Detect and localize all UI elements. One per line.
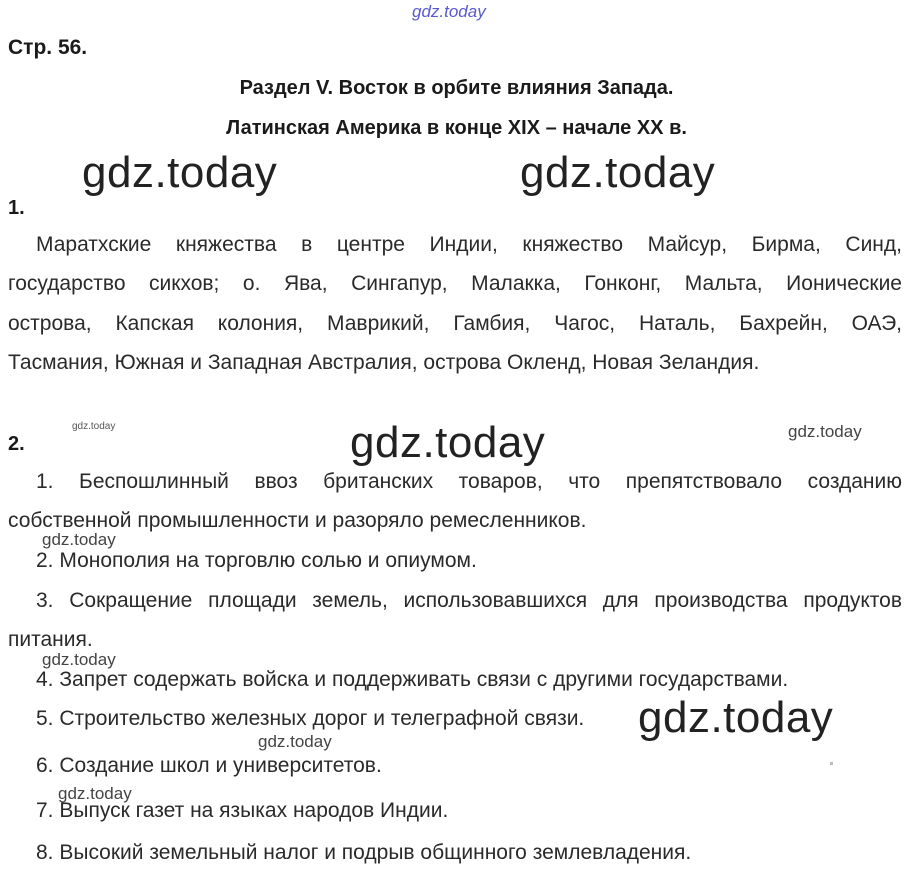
speck-mark xyxy=(830,762,833,765)
watermark-small-1: gdz.today xyxy=(42,530,116,549)
watermark-large-left: gdz.today xyxy=(82,148,278,197)
question-1-line: Тасмания, Южная и Западная Австралия, острова Окленд, Новая Зеландия. xyxy=(8,351,760,374)
answer-item-1-continued: собственной промышленности и разоряло ремесленников. xyxy=(8,509,587,532)
answer-item-2: 2. Монополия на торговлю солью и опиумом. xyxy=(36,549,477,572)
answer-item-8: 8. Высокий земельный налог и подрыв общинного землевладения. xyxy=(36,841,692,864)
answer-item-3: 3. Сокращение площади земель, использовавшихся для производства продуктов xyxy=(36,589,902,612)
watermark-small-2: gdz.today xyxy=(42,650,116,669)
watermark-small-right: gdz.today xyxy=(788,422,862,441)
watermark-top: gdz.today xyxy=(412,2,486,21)
watermark-large-center: gdz.today xyxy=(350,418,546,467)
watermark-large-bottom: gdz.today xyxy=(638,693,834,742)
answer-item-5: 5. Строительство железных дорог и телеграфной связи. xyxy=(36,707,585,730)
question-1-line: острова, Капская колония, Маврикий, Гамбия, Чагос, Наталь, Бахрейн, ОАЭ, xyxy=(8,312,902,335)
answer-item-3-continued: питания. xyxy=(8,628,93,651)
question-2-number: 2. xyxy=(8,433,25,455)
page-reference: Стр. 56. xyxy=(8,36,88,59)
question-1-line: государство сикхов; о. Ява, Сингапур, Малакка, Гонконг, Мальта, Ионические xyxy=(8,272,902,295)
answer-item-7: 7. Выпуск газет на языках народов Индии. xyxy=(36,799,449,822)
watermark-tiny: gdz.today xyxy=(72,421,116,432)
watermark-large-right: gdz.today xyxy=(520,148,716,197)
section-title: Раздел V. Восток в орбите влияния Запада. xyxy=(239,77,674,99)
answer-item-6: 6. Создание школ и университетов. xyxy=(36,754,382,777)
watermark-small-3: gdz.today xyxy=(258,732,332,751)
answer-item-1: 1. Беспошлинный ввоз британских товаров, что препятствовало созданию xyxy=(36,470,902,493)
watermark-small-4: gdz.today xyxy=(58,784,132,803)
section-subtitle: Латинская Америка в конце XIX – начале XX в. xyxy=(226,117,687,139)
question-1-number: 1. xyxy=(8,197,25,219)
question-1-line: Маратхские княжества в центре Индии, княжество Майсур, Бирма, Синд, xyxy=(36,233,902,256)
answer-item-4: 4. Запрет содержать войска и поддерживать связи с другими государствами. xyxy=(36,668,789,691)
